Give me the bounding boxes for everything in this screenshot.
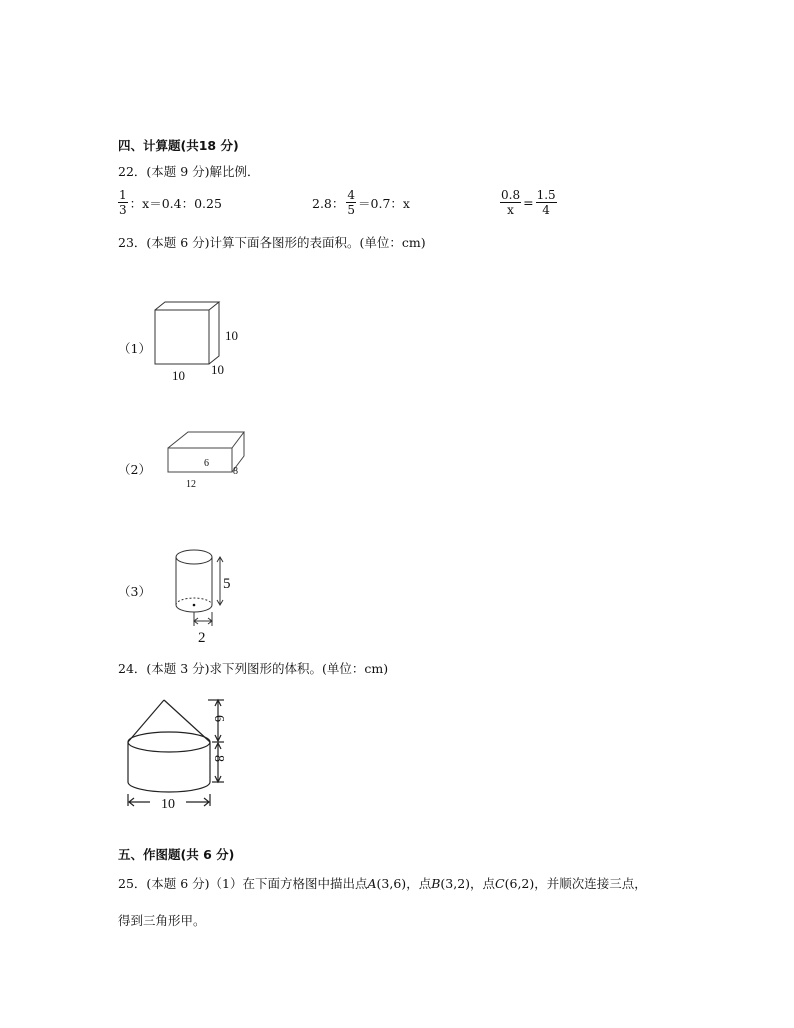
- cylinder-bottom-edge: [128, 782, 210, 792]
- question-22-text: 22．(本题 9 分)解比例．: [118, 164, 260, 179]
- question-23-text: 23．(本题 6 分)计算下面各图形的表面积。(单位：cm): [118, 235, 426, 250]
- cone-right-edge: [164, 700, 210, 742]
- cube-length-label: 10: [172, 368, 185, 383]
- diameter-label: 10: [161, 797, 175, 812]
- fig1-label: （1）: [118, 341, 151, 356]
- q22-eq1-rest: ：x＝0.4：0.25: [129, 195, 222, 211]
- q22-eq1-fraction: [118, 188, 128, 217]
- cone-height-label: 6: [211, 715, 226, 722]
- cylinder-figure: [165, 542, 245, 647]
- q25-coord-c: (6,2): [504, 876, 535, 891]
- q25-point-b: B: [431, 876, 441, 891]
- fig3-label: （3）: [118, 584, 151, 599]
- cuboid-height-label: 6: [204, 458, 209, 469]
- q25-sep-2: ，点: [470, 876, 496, 891]
- question-25-line-1: [118, 874, 647, 892]
- q25-sep-1: ，点: [406, 876, 432, 891]
- q25-point-a: A: [367, 876, 377, 891]
- q22-equation-1: [118, 188, 222, 217]
- q22-equation-2: [312, 188, 410, 217]
- section-4-heading: 四、计算题(共18 分): [118, 138, 239, 153]
- q22-eq2-rest: ＝0.7：x: [358, 195, 410, 211]
- q22-eq3-right-denominator: 4: [542, 203, 550, 217]
- cone-left-edge: [128, 700, 164, 742]
- question-25-line-2: 得到三角形甲。: [118, 913, 206, 928]
- cylinder-height-label: 5: [223, 576, 231, 592]
- q22-eq3-right-numerator: 1.5: [536, 188, 556, 202]
- section-5-heading: 五、作图题(共 6 分): [118, 847, 235, 862]
- cube-top-face: [155, 302, 219, 310]
- cylinder-height-label: 8: [211, 755, 226, 762]
- cuboid-length-label: 12: [186, 479, 196, 490]
- q22-eq1-denominator: 3: [119, 203, 127, 217]
- fig2-label: （2）: [118, 462, 151, 477]
- q22-eq3-equals: =: [523, 195, 534, 210]
- cube-width-label: 10: [211, 362, 224, 377]
- cube-height-label: 10: [225, 328, 238, 343]
- q22-eq1-numerator: 1: [119, 188, 127, 202]
- q25-coord-b: (3,2): [440, 876, 471, 891]
- q22-equation-3: [500, 188, 557, 217]
- q22-eq2-fraction: [346, 188, 356, 217]
- cone-cylinder-figure: [118, 688, 248, 816]
- q22-eq2-numerator: 4: [347, 188, 356, 202]
- q22-eq3-left-fraction: [500, 188, 521, 217]
- q25-point-c: C: [495, 876, 505, 891]
- question-24-text: 24．(本题 3 分)求下列图形的体积。(单位：cm): [118, 661, 389, 676]
- q22-eq3-left-numerator: 0.8: [501, 188, 521, 202]
- q22-eq3-right-fraction: [536, 188, 557, 217]
- cuboid-figure: [160, 428, 260, 493]
- q22-eq2-denominator: 5: [347, 203, 356, 217]
- q25-prefix: 25．(本题 6 分)（1）在下面方格图中描出点: [118, 876, 368, 891]
- cylinder-top-ellipse: [128, 732, 210, 752]
- cylinder-center-dot: [193, 604, 196, 607]
- cube-side-face: [209, 302, 219, 364]
- cube-front-face: [155, 310, 209, 364]
- q22-eq3-left-denominator: x: [507, 203, 514, 217]
- cylinder-diameter-label: 2: [198, 630, 206, 646]
- q25-coord-a: (3,6): [376, 876, 407, 891]
- cube-figure: [150, 300, 250, 385]
- q25-suffix: ，并顺次连接三点，: [534, 876, 647, 891]
- cylinder-top-ellipse: [176, 550, 212, 564]
- q22-eq2-prefix: 2.8：: [312, 195, 345, 211]
- cuboid-depth-label: 8: [233, 466, 238, 477]
- cuboid-top-face: [168, 432, 244, 448]
- cuboid-front-face: [168, 448, 232, 472]
